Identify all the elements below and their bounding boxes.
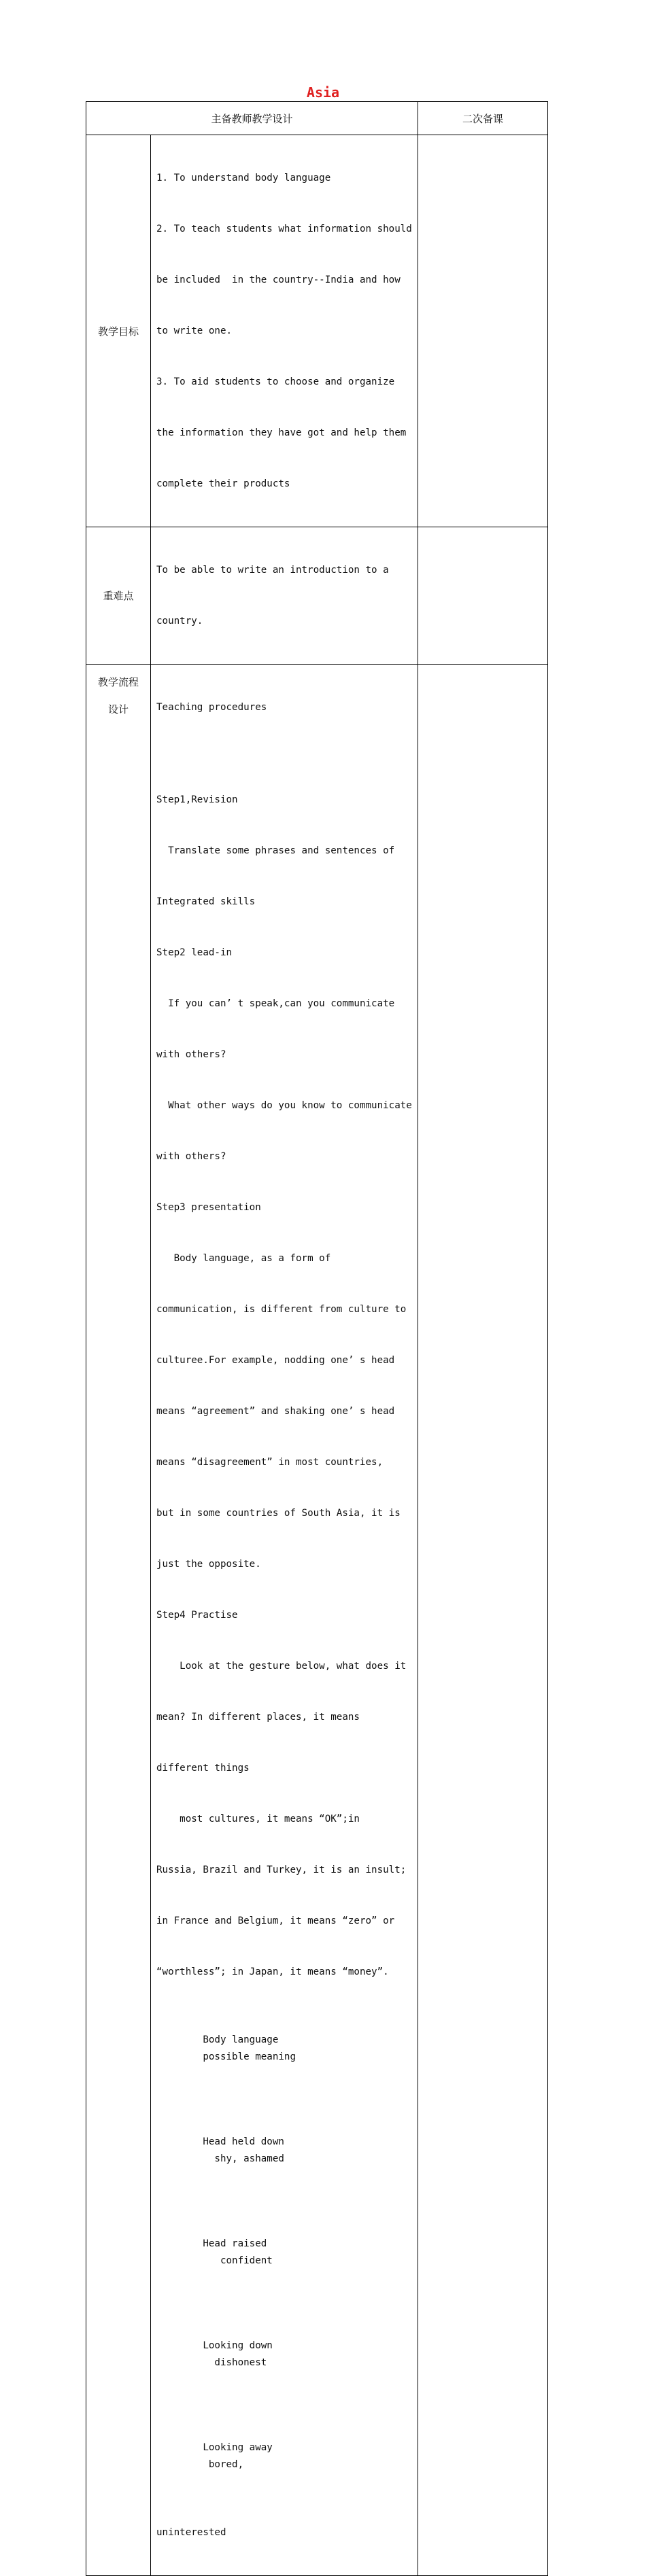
objective-line: be included in the country--India and how <box>156 275 401 285</box>
procedure-line: most cultures, it means “OK”;in <box>156 1814 360 1824</box>
procedure-line: Translate some phrases and sentences of <box>156 845 395 856</box>
key-point-line: To be able to write an introduction to a <box>156 565 389 576</box>
objective-line: 3. To aid students to choose and organize <box>156 376 395 387</box>
procedure-line: communication, is different from culture to <box>156 1304 407 1315</box>
objectives-row <box>86 135 548 527</box>
meaning-table-cell: Looking away <box>203 2442 273 2453</box>
procedure-line: with others? <box>156 1151 226 1162</box>
procedure-line: with others? <box>156 1049 226 1060</box>
meaning-table-row <box>156 2321 413 2388</box>
meaning-table-cell: shy, ashamed <box>203 2153 284 2164</box>
meaning-table-row <box>156 2219 413 2287</box>
procedure-line: Body language, as a form of <box>156 1253 331 1264</box>
procedure-label-line1: 教学流程 <box>97 676 139 688</box>
procedure-line: mean? In different places, it means <box>156 1712 360 1723</box>
header-secondary: 二次备课 <box>418 102 548 135</box>
key-points-row <box>86 527 548 665</box>
procedure-line: If you can’ t speak,can you communicate <box>156 998 395 1009</box>
objectives-label: 教学目标 <box>86 135 151 527</box>
procedure-line: uninterested <box>156 2527 226 2538</box>
meaning-table-cell: Head raised <box>203 2238 267 2249</box>
meaning-table-cell: bored, <box>203 2459 244 2470</box>
procedure-line: Look at the gesture below, what does it <box>156 1661 407 1672</box>
procedure-label-line2: 设计 <box>107 703 129 716</box>
meaning-table-cell: Body language <box>203 2034 279 2045</box>
objective-line: 2. To teach students what information should <box>156 224 412 234</box>
meaning-table-row <box>156 2117 413 2185</box>
procedure-heading: Teaching procedures <box>156 702 267 713</box>
meaning-table-cell: dishonest <box>203 2357 267 2368</box>
procedure-line: means “agreement” and shaking one’ s head <box>156 1406 395 1417</box>
key-points-label: 重难点 <box>86 527 151 665</box>
procedure-line: “worthless”; in Japan, it means “money”. <box>156 1966 389 1977</box>
meaning-table-cell: confident <box>203 2255 273 2266</box>
key-points-notes <box>418 527 548 665</box>
procedure-line: Step2 lead-in <box>156 947 233 958</box>
key-points-content <box>151 527 418 665</box>
objectives-notes <box>418 135 548 527</box>
meaning-table-row <box>156 2422 413 2490</box>
procedure-notes <box>418 665 548 2576</box>
objective-line: 1. To understand body language <box>156 173 331 183</box>
procedure-line: means “disagreement” in most countries, <box>156 1457 384 1468</box>
objective-line: complete their products <box>156 478 290 489</box>
meaning-table-cell: Looking down <box>203 2340 273 2351</box>
meaning-table-cell: Head held down <box>203 2136 284 2147</box>
objectives-content <box>151 135 418 527</box>
procedure-line: Integrated skills <box>156 896 256 907</box>
procedure-line: culturee.For example, nodding one’ s head <box>156 1355 395 1366</box>
objective-line: the information they have got and help them <box>156 427 407 438</box>
lesson-plan-table <box>86 101 548 2576</box>
procedure-line: Step4 Practise <box>156 1610 238 1621</box>
header-row <box>86 102 548 135</box>
key-point-line: country. <box>156 616 203 627</box>
procedure-label <box>86 665 151 2576</box>
procedure-content <box>151 665 418 2576</box>
header-main: 主备教师教学设计 <box>86 102 418 135</box>
meaning-table-cell: possible meaning <box>203 2051 296 2062</box>
procedure-row <box>86 665 548 2576</box>
objective-line: to write one. <box>156 325 233 336</box>
procedure-line: Russia, Brazil and Turkey, it is an insult; <box>156 1865 407 1875</box>
procedure-line: but in some countries of South Asia, it is <box>156 1508 401 1519</box>
meaning-table-row <box>156 2015 413 2083</box>
procedure-line: in France and Belgium, it means “zero” or <box>156 1916 395 1926</box>
procedure-line: different things <box>156 1763 250 1774</box>
procedure-line: just the opposite. <box>156 1559 261 1570</box>
procedure-line: Step1,Revision <box>156 794 238 805</box>
procedure-line: What other ways do you know to communicate <box>156 1100 412 1111</box>
document-title: Asia <box>306 84 340 101</box>
procedure-line: Step3 presentation <box>156 1202 261 1213</box>
